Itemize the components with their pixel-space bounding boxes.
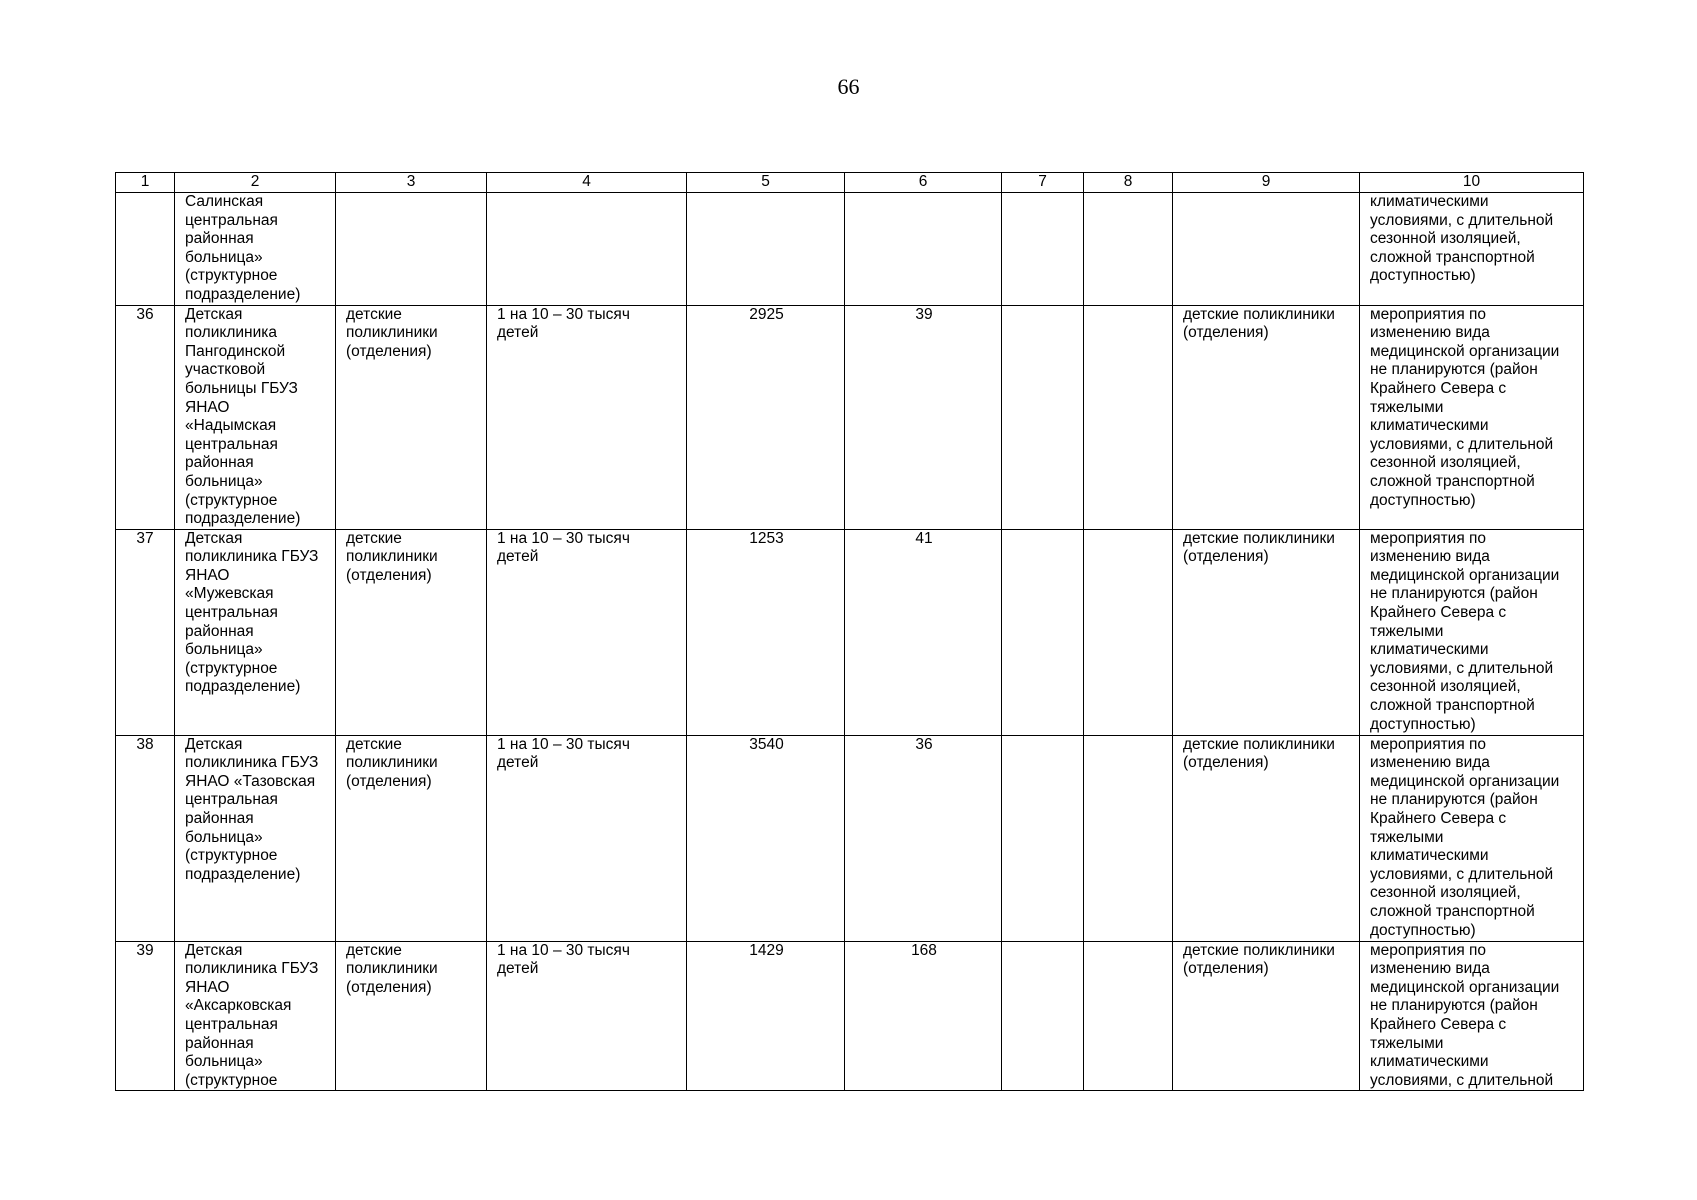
type-cell bbox=[336, 193, 487, 306]
row-number-cell: 38 bbox=[116, 735, 175, 941]
value-cell: 3540 bbox=[687, 735, 845, 941]
row-number-cell bbox=[116, 193, 175, 306]
note-cell: мероприятия по изменению вида медицинской организации не планируются (район Крайнего Севера с тяжелыми климатическими условиями, с длительной bbox=[1360, 941, 1584, 1091]
value-cell bbox=[687, 193, 845, 306]
norm-cell: 1 на 10 – 30 тысяч детей bbox=[487, 941, 687, 1091]
value-cell: 39 bbox=[845, 305, 1002, 529]
column-header: 10 bbox=[1360, 173, 1584, 193]
column-header: 5 bbox=[687, 173, 845, 193]
empty-cell bbox=[1084, 193, 1173, 306]
empty-cell bbox=[1084, 529, 1173, 735]
page-number: 66 bbox=[837, 74, 860, 99]
value-cell: 2925 bbox=[687, 305, 845, 529]
norm-cell: 1 на 10 – 30 тысяч детей bbox=[487, 735, 687, 941]
column-header: 7 bbox=[1002, 173, 1084, 193]
target-type-cell bbox=[1173, 193, 1360, 306]
value-cell: 36 bbox=[845, 735, 1002, 941]
row-number-cell: 36 bbox=[116, 305, 175, 529]
empty-cell bbox=[1084, 735, 1173, 941]
type-cell: детские поликлиники (отделения) bbox=[336, 529, 487, 735]
row-number-cell: 37 bbox=[116, 529, 175, 735]
norm-cell: 1 на 10 – 30 тысяч детей bbox=[487, 305, 687, 529]
header-row bbox=[116, 173, 1584, 193]
value-cell: 168 bbox=[845, 941, 1002, 1091]
organization-cell: Детская поликлиника ГБУЗ ЯНАО «Тазовская центральная районная больница» (структурное подразделение) bbox=[175, 735, 336, 941]
target-type-cell: детские поликлиники (отделения) bbox=[1173, 529, 1360, 735]
empty-cell bbox=[1002, 735, 1084, 941]
column-header: 4 bbox=[487, 173, 687, 193]
value-cell: 1253 bbox=[687, 529, 845, 735]
target-type-cell: детские поликлиники (отделения) bbox=[1173, 941, 1360, 1091]
value-cell bbox=[845, 193, 1002, 306]
target-type-cell: детские поликлиники (отделения) bbox=[1173, 305, 1360, 529]
empty-cell bbox=[1002, 529, 1084, 735]
note-cell: мероприятия по изменению вида медицинской организации не планируются (район Крайнего Севера с тяжелыми климатическими условиями, с длительной сезонной изоляцией, сложной транспортной доступностью) bbox=[1360, 735, 1584, 941]
column-header: 9 bbox=[1173, 173, 1360, 193]
data-table bbox=[115, 172, 1584, 1091]
organization-cell: Салинская центральная районная больница» (структурное подразделение) bbox=[175, 193, 336, 306]
organization-cell: Детская поликлиника ГБУЗ ЯНАО «Аксарковская центральная районная больница» (структурное bbox=[175, 941, 336, 1091]
type-cell: детские поликлиники (отделения) bbox=[336, 941, 487, 1091]
empty-cell bbox=[1002, 193, 1084, 306]
empty-cell bbox=[1002, 941, 1084, 1091]
note-cell: климатическими условиями, с длительной сезонной изоляцией, сложной транспортной доступностью) bbox=[1360, 193, 1584, 306]
column-header: 1 bbox=[116, 173, 175, 193]
value-cell: 1429 bbox=[687, 941, 845, 1091]
column-header: 8 bbox=[1084, 173, 1173, 193]
organization-cell: Детская поликлиника Пангодинской участковой больницы ГБУЗ ЯНАО «Надымская центральная районная больница» (структурное подразделение) bbox=[175, 305, 336, 529]
empty-cell bbox=[1002, 305, 1084, 529]
table-row bbox=[116, 193, 1584, 306]
table-row bbox=[116, 735, 1584, 941]
empty-cell bbox=[1084, 305, 1173, 529]
note-cell: мероприятия по изменению вида медицинской организации не планируются (район Крайнего Севера с тяжелыми климатическими условиями, с длительной сезонной изоляцией, сложной транспортной доступностью) bbox=[1360, 305, 1584, 529]
table-row bbox=[116, 305, 1584, 529]
type-cell: детские поликлиники (отделения) bbox=[336, 305, 487, 529]
empty-cell bbox=[1084, 941, 1173, 1091]
value-cell: 41 bbox=[845, 529, 1002, 735]
target-type-cell: детские поликлиники (отделения) bbox=[1173, 735, 1360, 941]
norm-cell bbox=[487, 193, 687, 306]
column-header: 6 bbox=[845, 173, 1002, 193]
note-cell: мероприятия по изменению вида медицинской организации не планируются (район Крайнего Севера с тяжелыми климатическими условиями, с длительной сезонной изоляцией, сложной транспортной доступностью) bbox=[1360, 529, 1584, 735]
table-row bbox=[116, 941, 1584, 1091]
row-number-cell: 39 bbox=[116, 941, 175, 1091]
organization-cell: Детская поликлиника ГБУЗ ЯНАО «Мужевская центральная районная больница» (структурное подразделение) bbox=[175, 529, 336, 735]
type-cell: детские поликлиники (отделения) bbox=[336, 735, 487, 941]
table-row bbox=[116, 529, 1584, 735]
column-header: 2 bbox=[175, 173, 336, 193]
norm-cell: 1 на 10 – 30 тысяч детей bbox=[487, 529, 687, 735]
column-header: 3 bbox=[336, 173, 487, 193]
